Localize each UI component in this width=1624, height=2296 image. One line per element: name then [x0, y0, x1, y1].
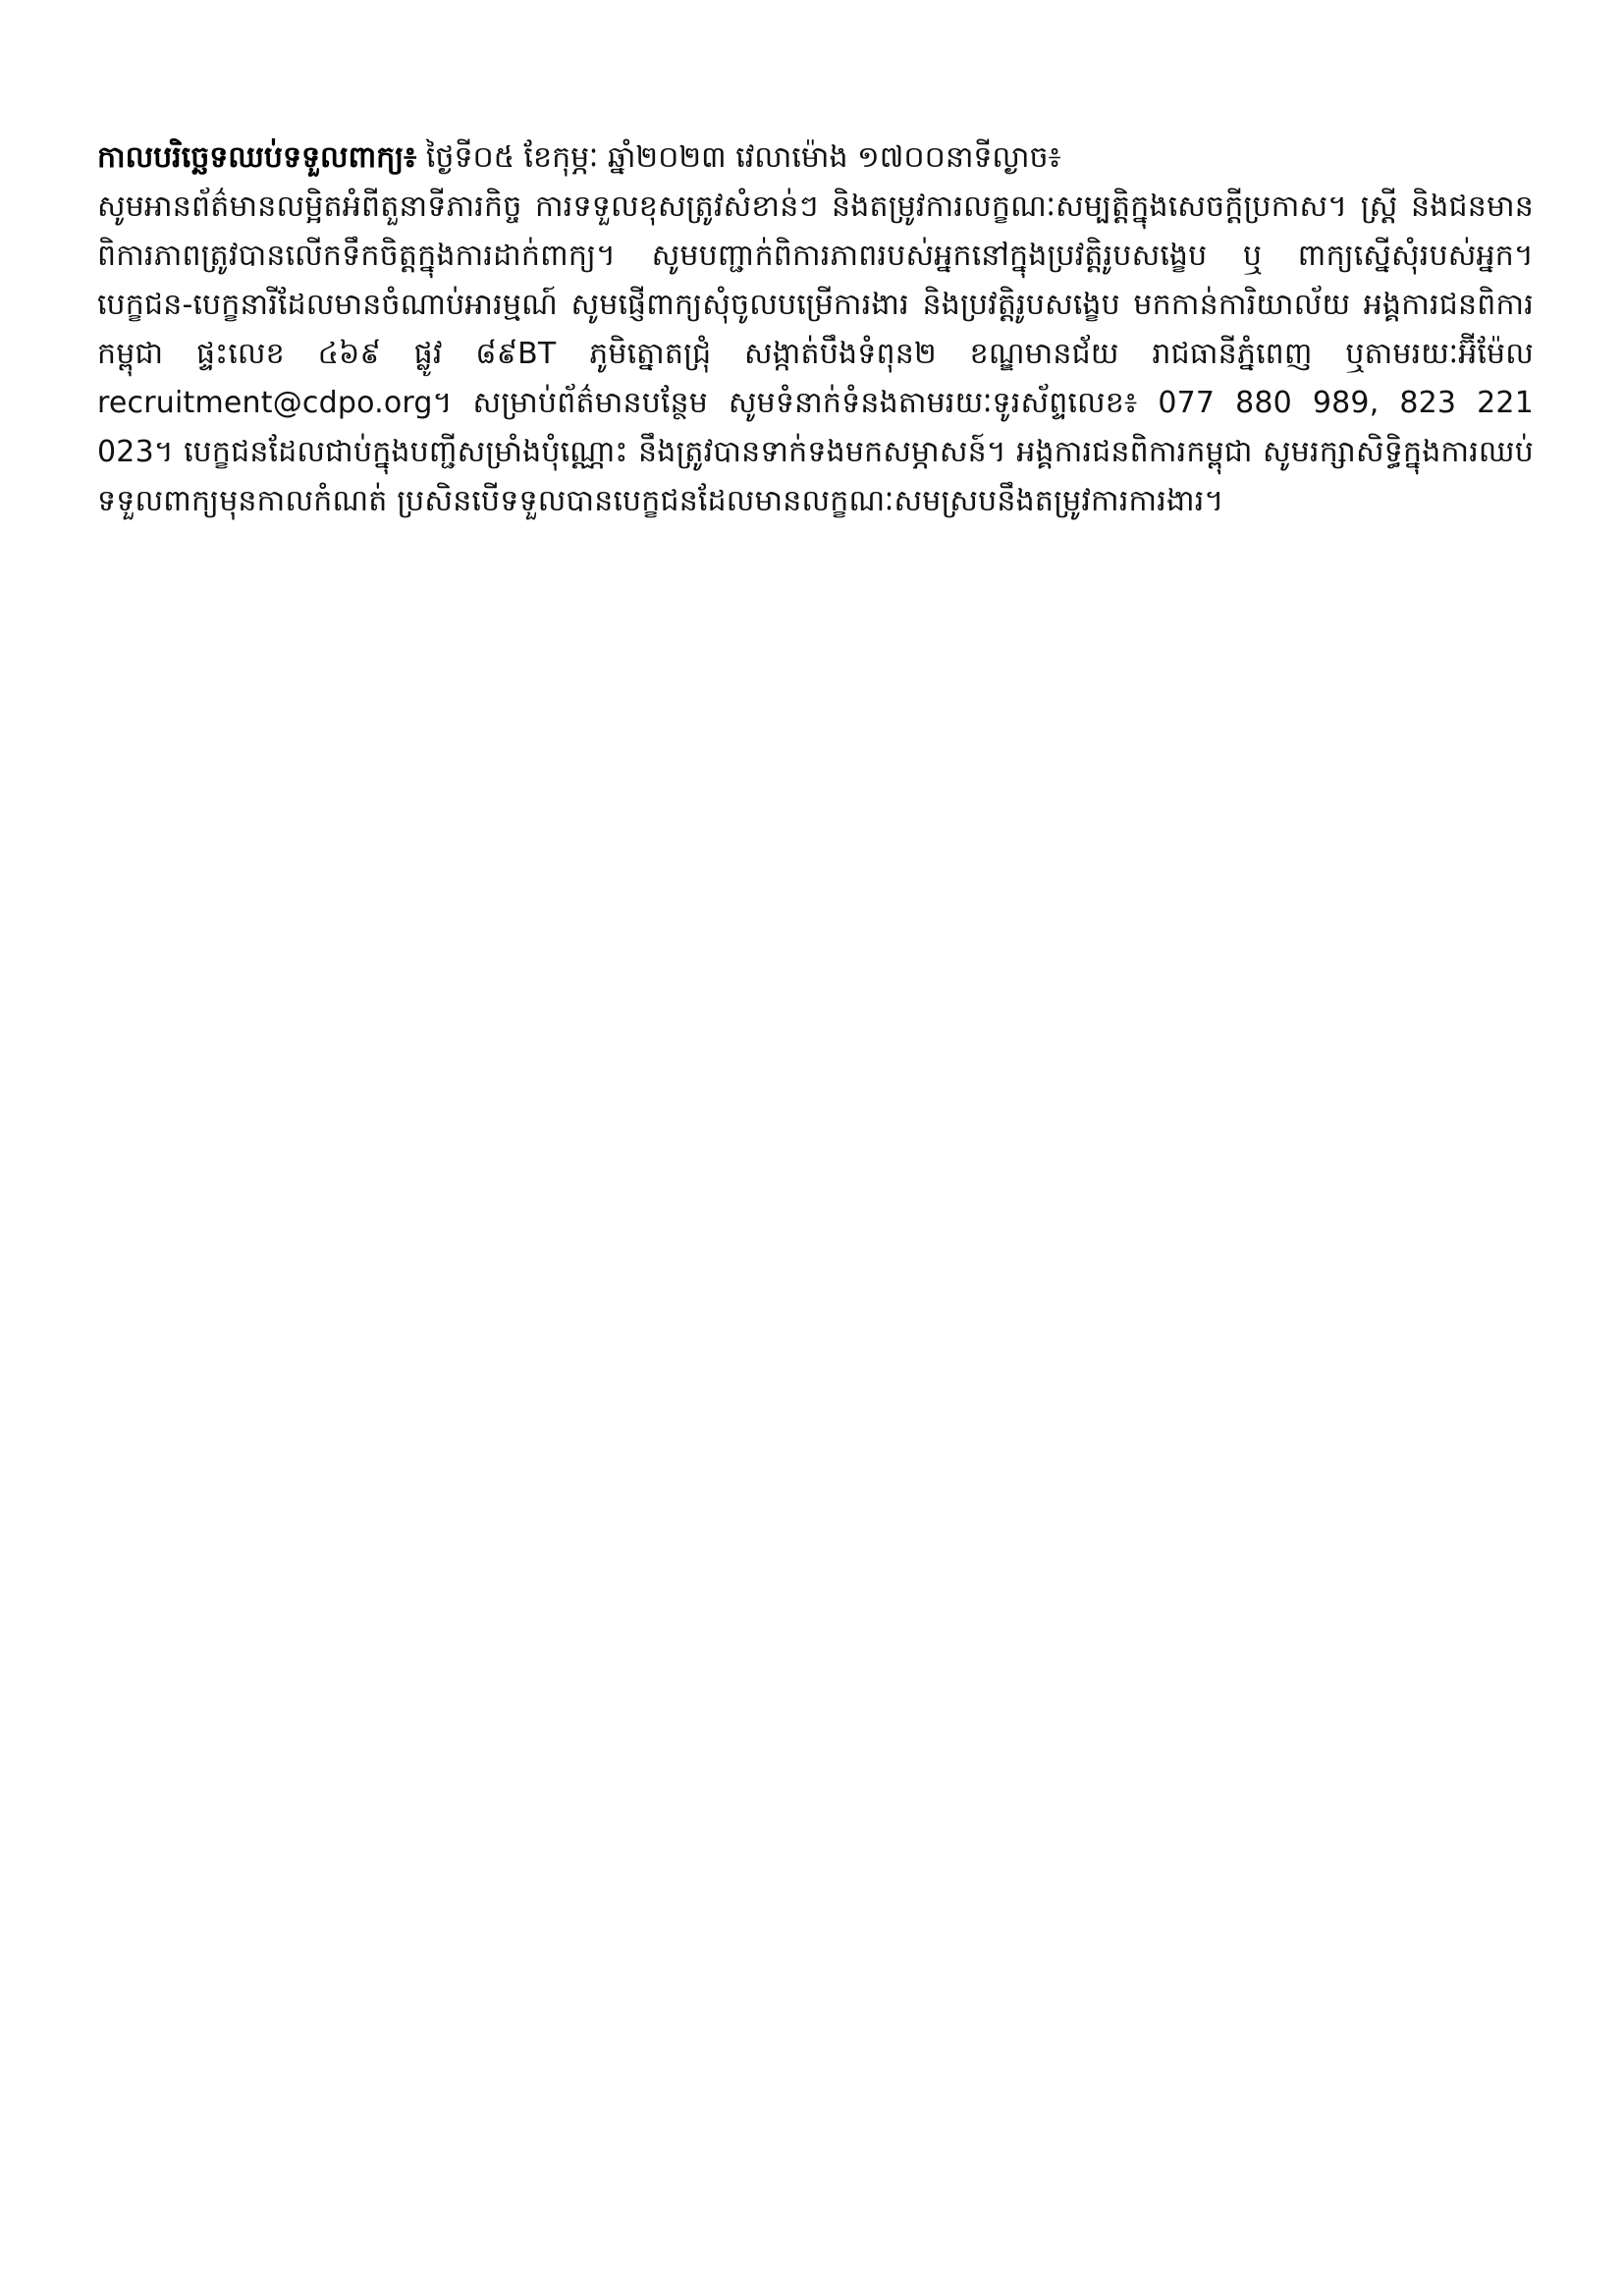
deadline-label: កាលបរិច្ឆេទឈប់ទទួលពាក្យ៖ [97, 140, 417, 175]
deadline-paragraph [97, 133, 1534, 183]
notice-body: សូមអានព័ត៌មានលម្អិតអំពីតួនាទីភារកិច្ច ការទទួលខុសត្រូវសំខាន់ៗ និងតម្រូវការលក្ខណៈសម្បត្តិក្នុងសេចក្ដីប្រកាស។ ស្ត្រី និងជនមានពិការភាពត្រូវបានលើកទឹកចិត្តក្នុងការដាក់ពាក្យ។ សូមបញ្ជាក់ពិការភាពរបស់អ្នកនៅក្នុងប្រវត្តិរូបសង្ខេប ឬ ពាក្យស្នើសុំរបស់អ្នក។ បេក្ខជន-បេក្ខនារីដែលមានចំណាប់អារម្មណ៍ សូមផ្ញើពាក្យសុំចូលបម្រើការងារ និងប្រវត្តិរូបសង្ខេប មកកាន់ការិយាល័យ អង្គការជនពិការកម្ពុជា ផ្ទះលេខ ៤៦៩ ផ្លូវ ៨៩BT ភូមិត្នោតជ្រុំ សង្កាត់បឹងទំពុន២ ខណ្ឌមានជ័យ រាជធានីភ្នំពេញ ឬតាមរយៈអ៊ីម៉ែល recruitment@cdpo.org។ សម្រាប់ព័ត៌មានបន្ថែម សូមទំនាក់ទំនងតាមរយៈទូរស័ព្ទលេខ៖ 077 880 989, 823 221 023។ បេក្ខជនដែលជាប់ក្នុងបញ្ជីសម្រាំងបុំណ្ណោះ នឹងត្រូវបានទាក់ទងមកសម្ភាសន៍។ អង្គការជនពិការកម្ពុជា សូមរក្សាសិទ្ធិក្នុងការឈប់ទទួលពាក្យមុនកាលកំណត់ ប្រសិនបើទទួលបានបេក្ខជនដែលមានលក្ខណៈសមស្របនឹងតម្រូវការការងារ។ [97, 189, 1534, 518]
deadline-value: ថ្ងៃទី០៥ ខែកុម្ភៈ ឆ្នាំ២០២៣ វេលាម៉ោង ១៧០០នាទីល្ងាច៖ [416, 140, 1061, 175]
notice-content [97, 133, 1534, 526]
